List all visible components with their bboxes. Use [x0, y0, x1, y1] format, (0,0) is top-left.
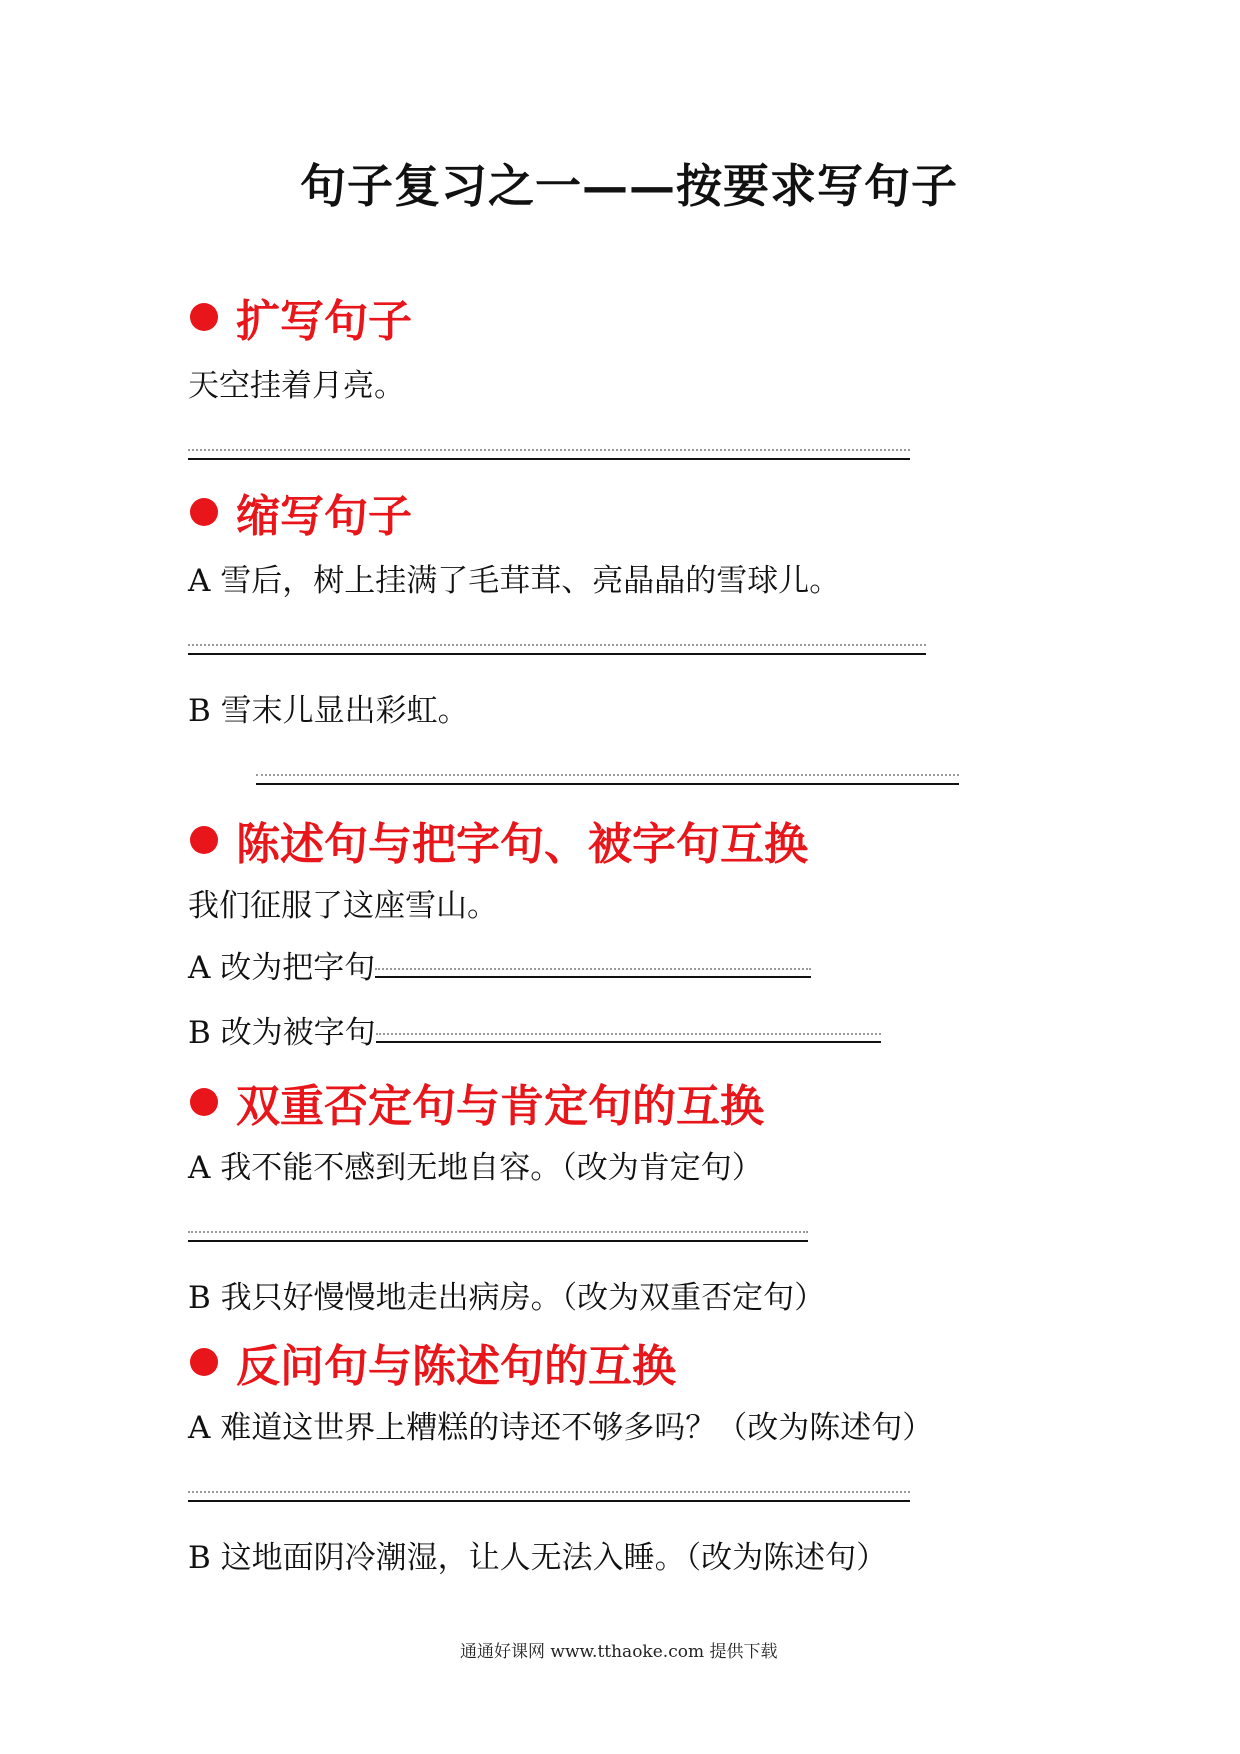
section-title: 扩写句子: [236, 296, 412, 347]
page-footer: 通通好课网 www.tthaoke.com 提供下载: [460, 1642, 778, 1662]
answer-line[interactable]: [376, 1011, 881, 1043]
exercise-sentence: B 我只好慢慢地走出病房。（改为双重否定句）: [188, 1280, 826, 1316]
answer-line[interactable]: [375, 946, 811, 978]
section-heading-rhetorical: [190, 1330, 676, 1394]
answer-line[interactable]: [188, 1240, 808, 1242]
answer-line[interactable]: [256, 783, 959, 785]
section-title: 缩写句子: [236, 491, 412, 542]
exercise-sentence: B 这地面阴冷潮湿，让人无法入睡。（改为陈述句）: [188, 1540, 888, 1576]
bullet-dot-icon: [190, 498, 218, 526]
bullet-dot-icon: [190, 826, 218, 854]
bullet-dot-icon: [190, 303, 218, 331]
bullet-dot-icon: [190, 1088, 218, 1116]
section-title: 双重否定句与肯定句的互换: [236, 1081, 764, 1132]
section-heading-ba-bei: [190, 808, 808, 872]
exercise-sentence: A 难道这世界上糟糕的诗还不够多吗？（改为陈述句）: [188, 1410, 934, 1446]
prompt-label: B 改为被字句: [188, 1015, 376, 1051]
exercise-sentence: A 雪后，树上挂满了毛茸茸、亮晶晶的雪球儿。: [188, 563, 841, 599]
exercise-sentence: B 雪末儿显出彩虹。: [188, 693, 469, 729]
answer-line[interactable]: [188, 1500, 910, 1502]
exercise-sentence: 我们征服了这座雪山。: [188, 888, 498, 924]
exercise-sentence: 天空挂着月亮。: [188, 368, 405, 404]
section-heading-shorten: [190, 480, 412, 544]
section-title: 反问句与陈述句的互换: [236, 1341, 676, 1392]
section-title: 陈述句与把字句、被字句互换: [236, 819, 808, 870]
page-title: 句子复习之一——按要求写句子: [300, 159, 958, 213]
exercise-prompt-bei: [188, 1007, 881, 1052]
exercise-prompt-ba: [188, 942, 811, 987]
prompt-label: A 改为把字句: [188, 950, 376, 986]
section-heading-expand: [190, 285, 412, 349]
exercise-sentence: A 我不能不感到无地自容。（改为肯定句）: [188, 1150, 763, 1186]
answer-line[interactable]: [188, 653, 926, 655]
section-heading-double-negative: [190, 1070, 764, 1134]
answer-line[interactable]: [188, 458, 910, 460]
bullet-dot-icon: [190, 1348, 218, 1376]
